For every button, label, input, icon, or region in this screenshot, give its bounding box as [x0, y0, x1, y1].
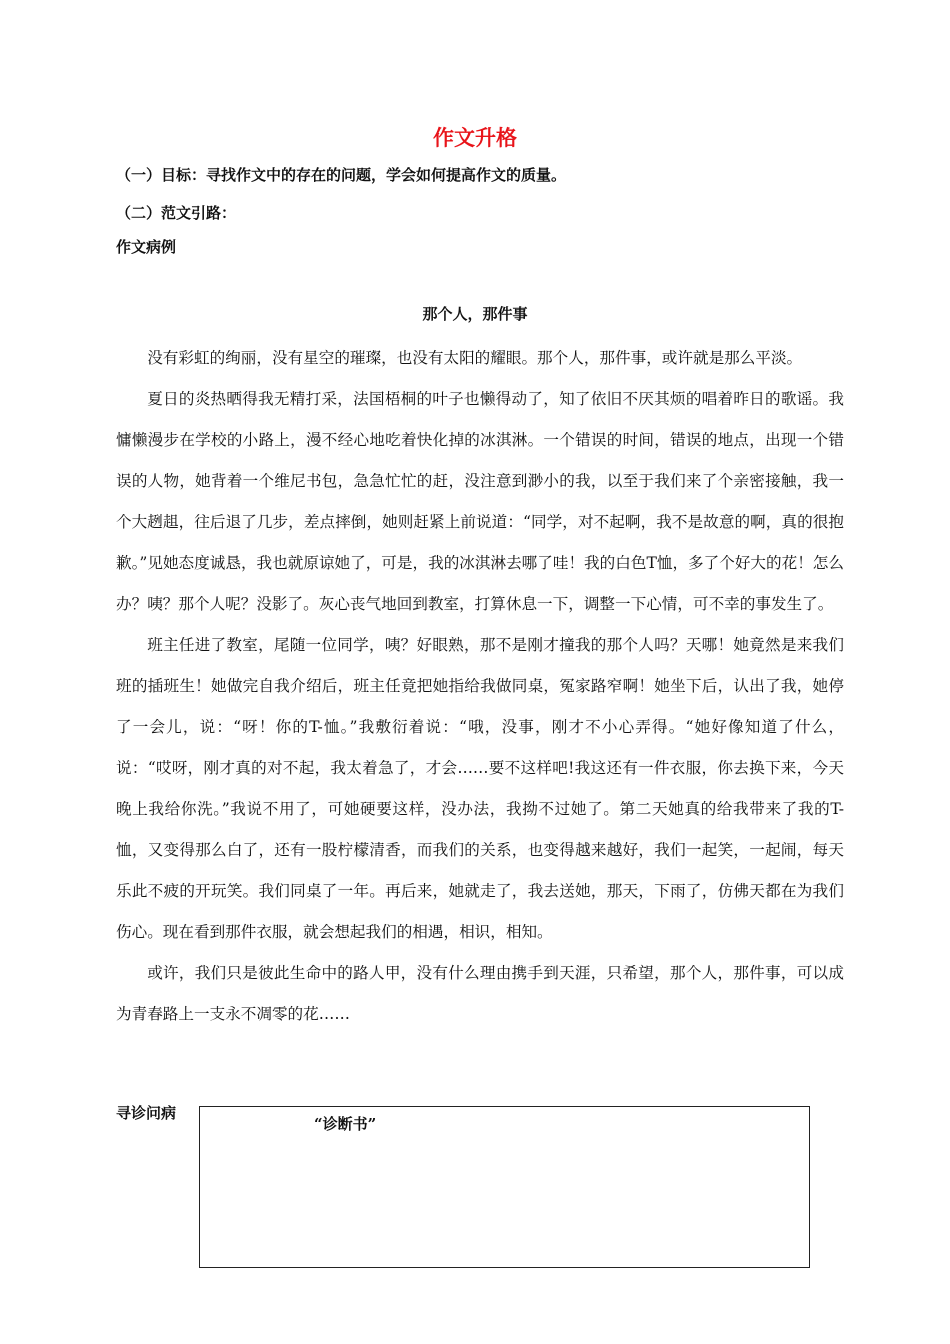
essay-paragraph-1: 没有彩虹的绚丽，没有星空的璀璨，也没有太阳的耀眼。那个人，那件事，或许就是那么平淡。	[147, 349, 803, 367]
sample-label: 作文病例	[116, 238, 177, 256]
essay-body	[116, 338, 844, 1035]
essay-paragraph-3: 班主任进了教室，尾随一位同学，咦？好眼熟，那不是刚才撞我的那个人吗？天哪！她竟然是来我们班的插班生！她做完自我介绍后，班主任竟把她指给我做同桌，冤家路窄啊！她坐下后，认出了我，她停了一会儿，说：“呀！你的T-恤。”我敷衍着说：“哦，没事，刚才不小心弄得。“她好像知道了什么，说：“哎呀，刚才真的对不起，我太着急了，才会……要不这样吧!我这还有一件衣服，你去换下来，今天晚上我给你洗。”我说不用了，可她硬要这样，没办法，我拗不过她了。第二天她真的给我带来了我的T-恤，又变得那么白了，还有一股柠檬清香，而我们的关系，也变得越来越好，我们一起笑，一起闹，每天乐此不疲的开玩笑。我们同桌了一年。再后来，她就走了，我去送她，那天，下雨了，仿佛天都在为我们伤心。现在看到那件衣服，就会想起我们的相遇，相识，相知。	[116, 636, 844, 941]
essay-title: 那个人，那件事	[422, 305, 528, 323]
diagnosis-box	[199, 1106, 810, 1268]
document-title: 作文升格	[433, 125, 517, 150]
diagnosis-box-title: “诊断书”	[314, 1115, 377, 1133]
essay-paragraph-4: 或许，我们只是彼此生命中的路人甲，没有什么理由携手到天涯，只希望，那个人，那件事，可以成为青春路上一支永不凋零的花……	[116, 964, 844, 1023]
essay-paragraph-2: 夏日的炎热晒得我无精打采，法国梧桐的叶子也懒得动了，知了依旧不厌其烦的唱着昨日的歌谣。我慵懒漫步在学校的小路上，漫不经心地吃着快化掉的冰淇淋。一个错误的时间，错误的地点，出现一个错误的人物，她背着一个维尼书包，急急忙忙的赶，没注意到渺小的我，以至于我们来了个亲密接触，我一个大趔趄，往后退了几步，差点摔倒，她则赶紧上前说道：“同学，对不起啊，我不是故意的啊，真的很抱歉。”见她态度诚恳，我也就原谅她了，可是，我的冰淇淋去哪了哇！我的白色T恤，多了个好大的花！怎么办？咦？那个人呢？没影了。灰心丧气地回到教室，打算休息一下，调整一下心情，可不幸的事发生了。	[116, 390, 844, 613]
guide-line: （二）范文引路：	[116, 204, 237, 222]
goal-line: （一）目标：寻找作文中的存在的问题，学会如何提高作文的质量。	[116, 166, 567, 184]
diagnosis-label: 寻诊问病	[116, 1104, 177, 1122]
